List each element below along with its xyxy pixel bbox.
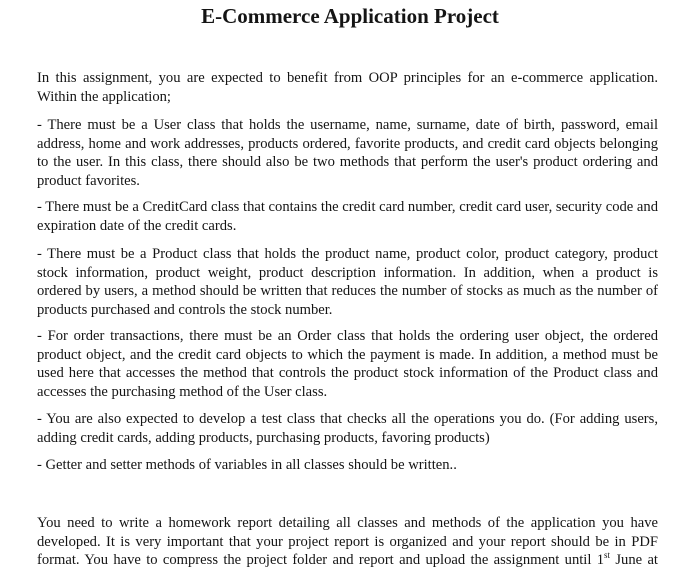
report-line-3-text: format. You have to compress the project folder and report and upload the assignment until 1	[37, 552, 605, 569]
document-title: E-Commerce Application Project	[201, 4, 499, 28]
report-line-3	[37, 551, 658, 570]
requirement-order-class: - For order transactions, there must be an Order class that holds the ordering user object, the ordered product object, and the credit card objects to which the payment is made. In addition, a method must be used here that accesses the method that controls the product stock information of the Product class and accesses the purchasing method of the User class.	[37, 328, 658, 400]
report-line-2: developed. It is very important that your project report is organized and your report should be in PDF	[37, 533, 658, 550]
intro-paragraph: In this assignment, you are expected to benefit from OOP principles for an e-commerce application. Within the application;	[37, 70, 658, 105]
requirement-test-class: - You are also expected to develop a test class that checks all the operations you do. (For adding users, adding credit cards, adding products, purchasing products, favoring products)	[37, 411, 658, 446]
report-line-3-tail: June at	[610, 552, 658, 569]
requirement-product-class: - There must be a Product class that holds the product name, product color, product category, product stock information, product weight, product description information. In addition, when a product is ordered by users, a method should be written that reduces the number of stocks as much as the number of products purchased and controls the stock number.	[37, 246, 658, 318]
report-paragraph	[37, 514, 658, 570]
requirement-creditcard-class: - There must be a CreditCard class that contains the credit card number, credit card user, security code and expiration date of the credit cards.	[37, 199, 658, 234]
report-line-1: You need to write a homework report detailing all classes and methods of the application you have	[37, 515, 658, 531]
requirement-user-class: - There must be a User class that holds the username, name, surname, date of birth, password, email address, home and work addresses, products ordered, favorite products, and credit card objects belonging to the user. In this class, there should also be two methods that perform the user's product ordering and product favorites.	[37, 117, 658, 189]
requirement-getters-setters: - Getter and setter methods of variables in all classes should be written..	[37, 457, 457, 473]
ordinal-suffix: st	[604, 550, 611, 561]
